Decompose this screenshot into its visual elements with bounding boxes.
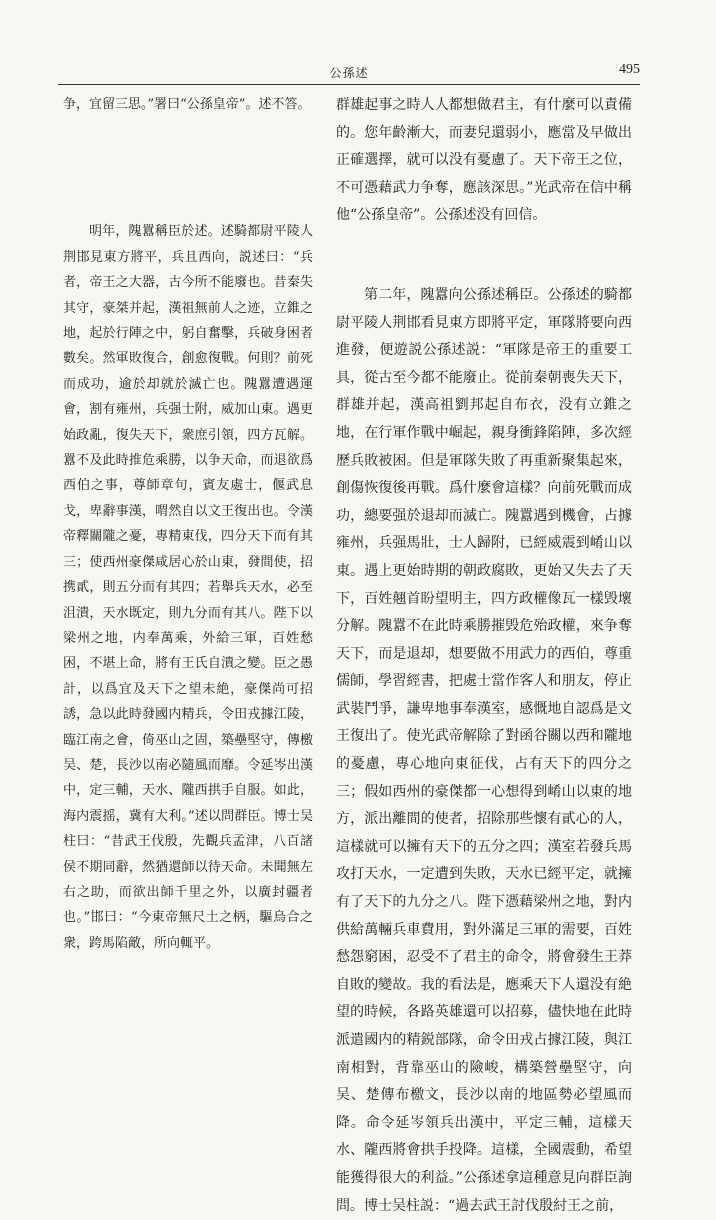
paragraph-gap	[336, 230, 632, 282]
translation-column	[336, 92, 632, 1220]
page-number: 495	[619, 62, 640, 77]
classical-text-column	[63, 92, 313, 956]
classical-paragraph-1: 争，宜留三思。”署曰“公孫皇帝”。述不答。	[63, 97, 311, 112]
translation-paragraph-2: 第二年，隗囂向公孫述稱臣。公孫述的騎都尉平陵人荆邯看見東方即將平定，軍隊將要向西進發，便遊説公孫述説：“軍隊是帝王的重要工具，從古至今都不能廢止。從前秦朝喪失天下，群雄并起，漢高祖劉邦起自布衣，没有立錐之地，在行軍作戰中崛起，親身衝鋒陷陣，多次經歷兵敗被困。但是軍隊失敗了再重新聚集起來，創傷恢復後再戰。爲什麼會這樣？向前死戰而成功，總要强於退却而滅亡。隗囂遇到機會，占據雍州，兵强馬壯，士人歸附，已經威震到崤山以東。遇上更始時期的朝政腐敗，更始又失去了天下，百姓翹首盼望明主，四方政權像瓦一樣毁壞分解。隗囂不在此時乘勝摧毁危殆政權，來争奪天下，而是退却，想要做不用武力的西伯，尊重儒師，學習經書，把處士當作客人和朋友，停止武裝鬥爭，謙卑地事奉漢室，感慨地自認爲是文王復出了。使光武帝解除了對函谷關以西和隴地的憂慮，專心地向東征伐，占有天下的四分之三；假如西州的豪傑都一心想得到崤山以東的地方，派出離間的使者，招除那些懷有貳心的人，這樣就可以擁有天下的五分之四；漢室若發兵馬攻打天水，一定遭到失敗，天水已經平定，就擁有了天下的九分之八。陛下憑藉梁州之地，對内供給萬輛兵車費用，對外滿足三軍的需要，百姓愁怨窮困，忍受不了君主的命令，將會發生王莽自敗的變故。我的看法是，應乘天下人還没有絶望的時候，各路英雄還可以招募，儘快地在此時派遣國内的精鋭部隊，命令田戎占據江陵，與江南相對，背靠巫山的險峻，構築營壘堅守，向吴、楚傳布檄文，長沙以南的地區勢必望風而降。命令延岑領兵出漢中，平定三輔，這樣天水、隴西將會拱手投降。這樣，全國震動，希望能獲得很大的利益。”公孫述拿這種意見向群臣詢問。博士吴柱説：“過去武王討伐殷紂王之前，	[336, 286, 632, 1214]
running-header	[58, 62, 640, 85]
translation-paragraph-1: 群雄起事之時人人都想做君主，有什麼可以責備的。您年齡漸大，而妻兒還弱小，應當及早做出正確選擇，就可以没有憂慮了。天下帝王之位，不可憑藉武力争奪，應該深思。”光武帝在信中稱他“公孫皇帝”。公孫述没有回信。	[336, 97, 632, 224]
classical-paragraph-2: 明年，隗囂稱臣於述。述騎都尉平陵人荆邯見東方將平，兵且西向，説述曰：“兵者，帝王之大器，古今所不能廢也。昔秦失其守，豪桀并起，漢祖無前人之迹，立錐之地，起於行陣之中，躬自奮擊，兵破身困者數矣。然軍敗復合，創愈復戰。何則？前死而成功，逾於却就於滅亡也。隗囂遭遇運會，割有雍州，兵强士附，威加山東。遇更始政亂，復失天下，衆庶引領，四方瓦解。囂不及此時推危乘勝，以争天命，而退欲爲西伯之事，尊師章句，賓友處士，偃武息戈，卑辭事漢，喟然自以文王復出也。令漢帝釋關隴之憂，專精東伐，四分天下而有其三；使西州豪傑咸居心於山東，發間使，招携貳，則五分而有其四；若舉兵天水，必至沮潰，天水既定，則九分而有其八。陛下以梁州之地，内奉萬乘，外給三軍，百姓愁困，不堪上命，將有王氏自潰之變。臣之愚計，以爲宜及天下之望未絶，豪傑尚可招誘，急以此時發國内精兵，令田戎據江陵，臨江南之會，倚巫山之固，築壘堅守，傳檄吴、楚，長沙以南必隨風而靡。令延岑出漢中，定三輔，天水、隴西拱手自服。如此，海内震摇，冀有大利。”述以問群臣。博士吴柱曰：“昔武王伐殷，先觀兵孟津，八百諸侯不期同辭，然猶還師以待天命。未聞無左右之助，而欲出師千里之外，以廣封疆者也。”邯曰：“今東帝無尺土之柄，驅烏合之衆，跨馬陷敵，所向輒平。	[63, 224, 313, 951]
paragraph-gap	[63, 117, 313, 219]
running-title: 公孫述	[329, 66, 369, 80]
